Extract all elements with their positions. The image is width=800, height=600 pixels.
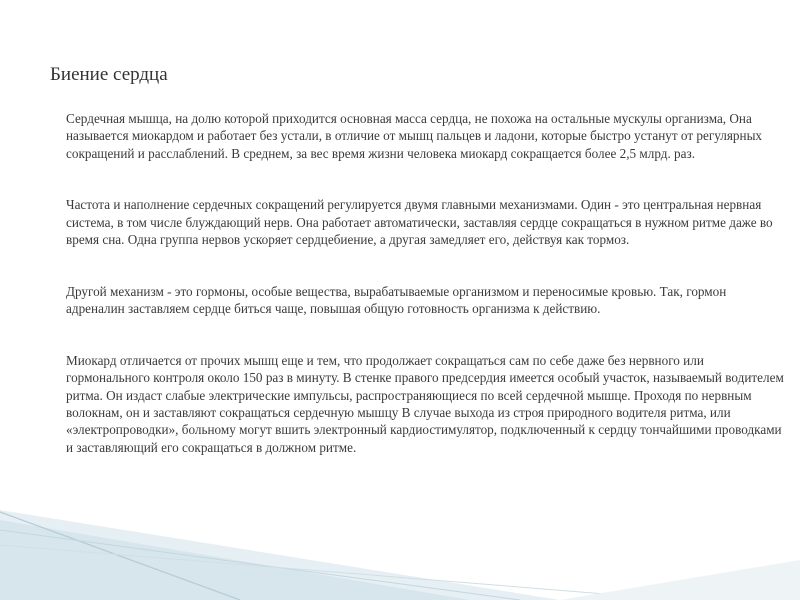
paragraph-pacemaker: [44, 352, 784, 456]
paragraph-text: Частота и наполнение сердечных сокращений регулируется двумя главными механизмами. Один - это центральная нервная система, в том числе блуждающий нерв. Она работает автоматически, заставляя сердце сокращаться в нужном ритме даже во время сна. Одна группа нервов ускоряет сердцебиение, а другая замедляет его, действуя как тормоз.: [66, 197, 773, 248]
decor-band-right: [560, 560, 800, 600]
paragraph-text: Сердечная мышца, на долю которой приходится основная масса сердца, не похожа на остальные мускулы организма, Она называется миокардом и работает без устали, в отличие от мышц пальцев и ладони, которые быстро устанут от регулярных сокращений и расслаблений. В среднем, за вес время жизни человека миокард сокращается более 2,5 млрд. раз.: [66, 111, 763, 161]
decor-band-mid: [0, 520, 470, 600]
paragraph-nervous-system: [44, 196, 784, 248]
paragraph-text: Другой механизм - это гормоны, особые вещества, вырабатываемые организмом и переносимые кровью. Так, гормон адреналин заставляем сердце биться чаще, повышая общую готовность организма к действию.: [66, 283, 727, 317]
paragraph-myocardium: [44, 110, 784, 162]
paragraph-text: Миокард отличается от прочих мышц еще и тем, что продолжает сокращаться сам по себе даже без нервного или гормонального контроля около 150 раз в минуту. В стенке правого предсердия имеется особый участок, называемый водителем ритма. Он издаст слабые электрические импульсы, распространяющиеся по всей сердечной мышце. Проходя по нервным волокнам, он и заставляют сокращаться сердечную мышцу В случае выхода из строя природного водителя ритма, или «электропроводки», больному могут вшить электронный кардиостимулятор, подключенный к сердцу тончайшими проводками и заставляющий его сокращаться в должном ритме.: [66, 353, 784, 455]
slide-title: Биение сердца: [50, 64, 168, 85]
slide-content: [44, 110, 784, 491]
paragraph-hormones: [44, 283, 784, 318]
